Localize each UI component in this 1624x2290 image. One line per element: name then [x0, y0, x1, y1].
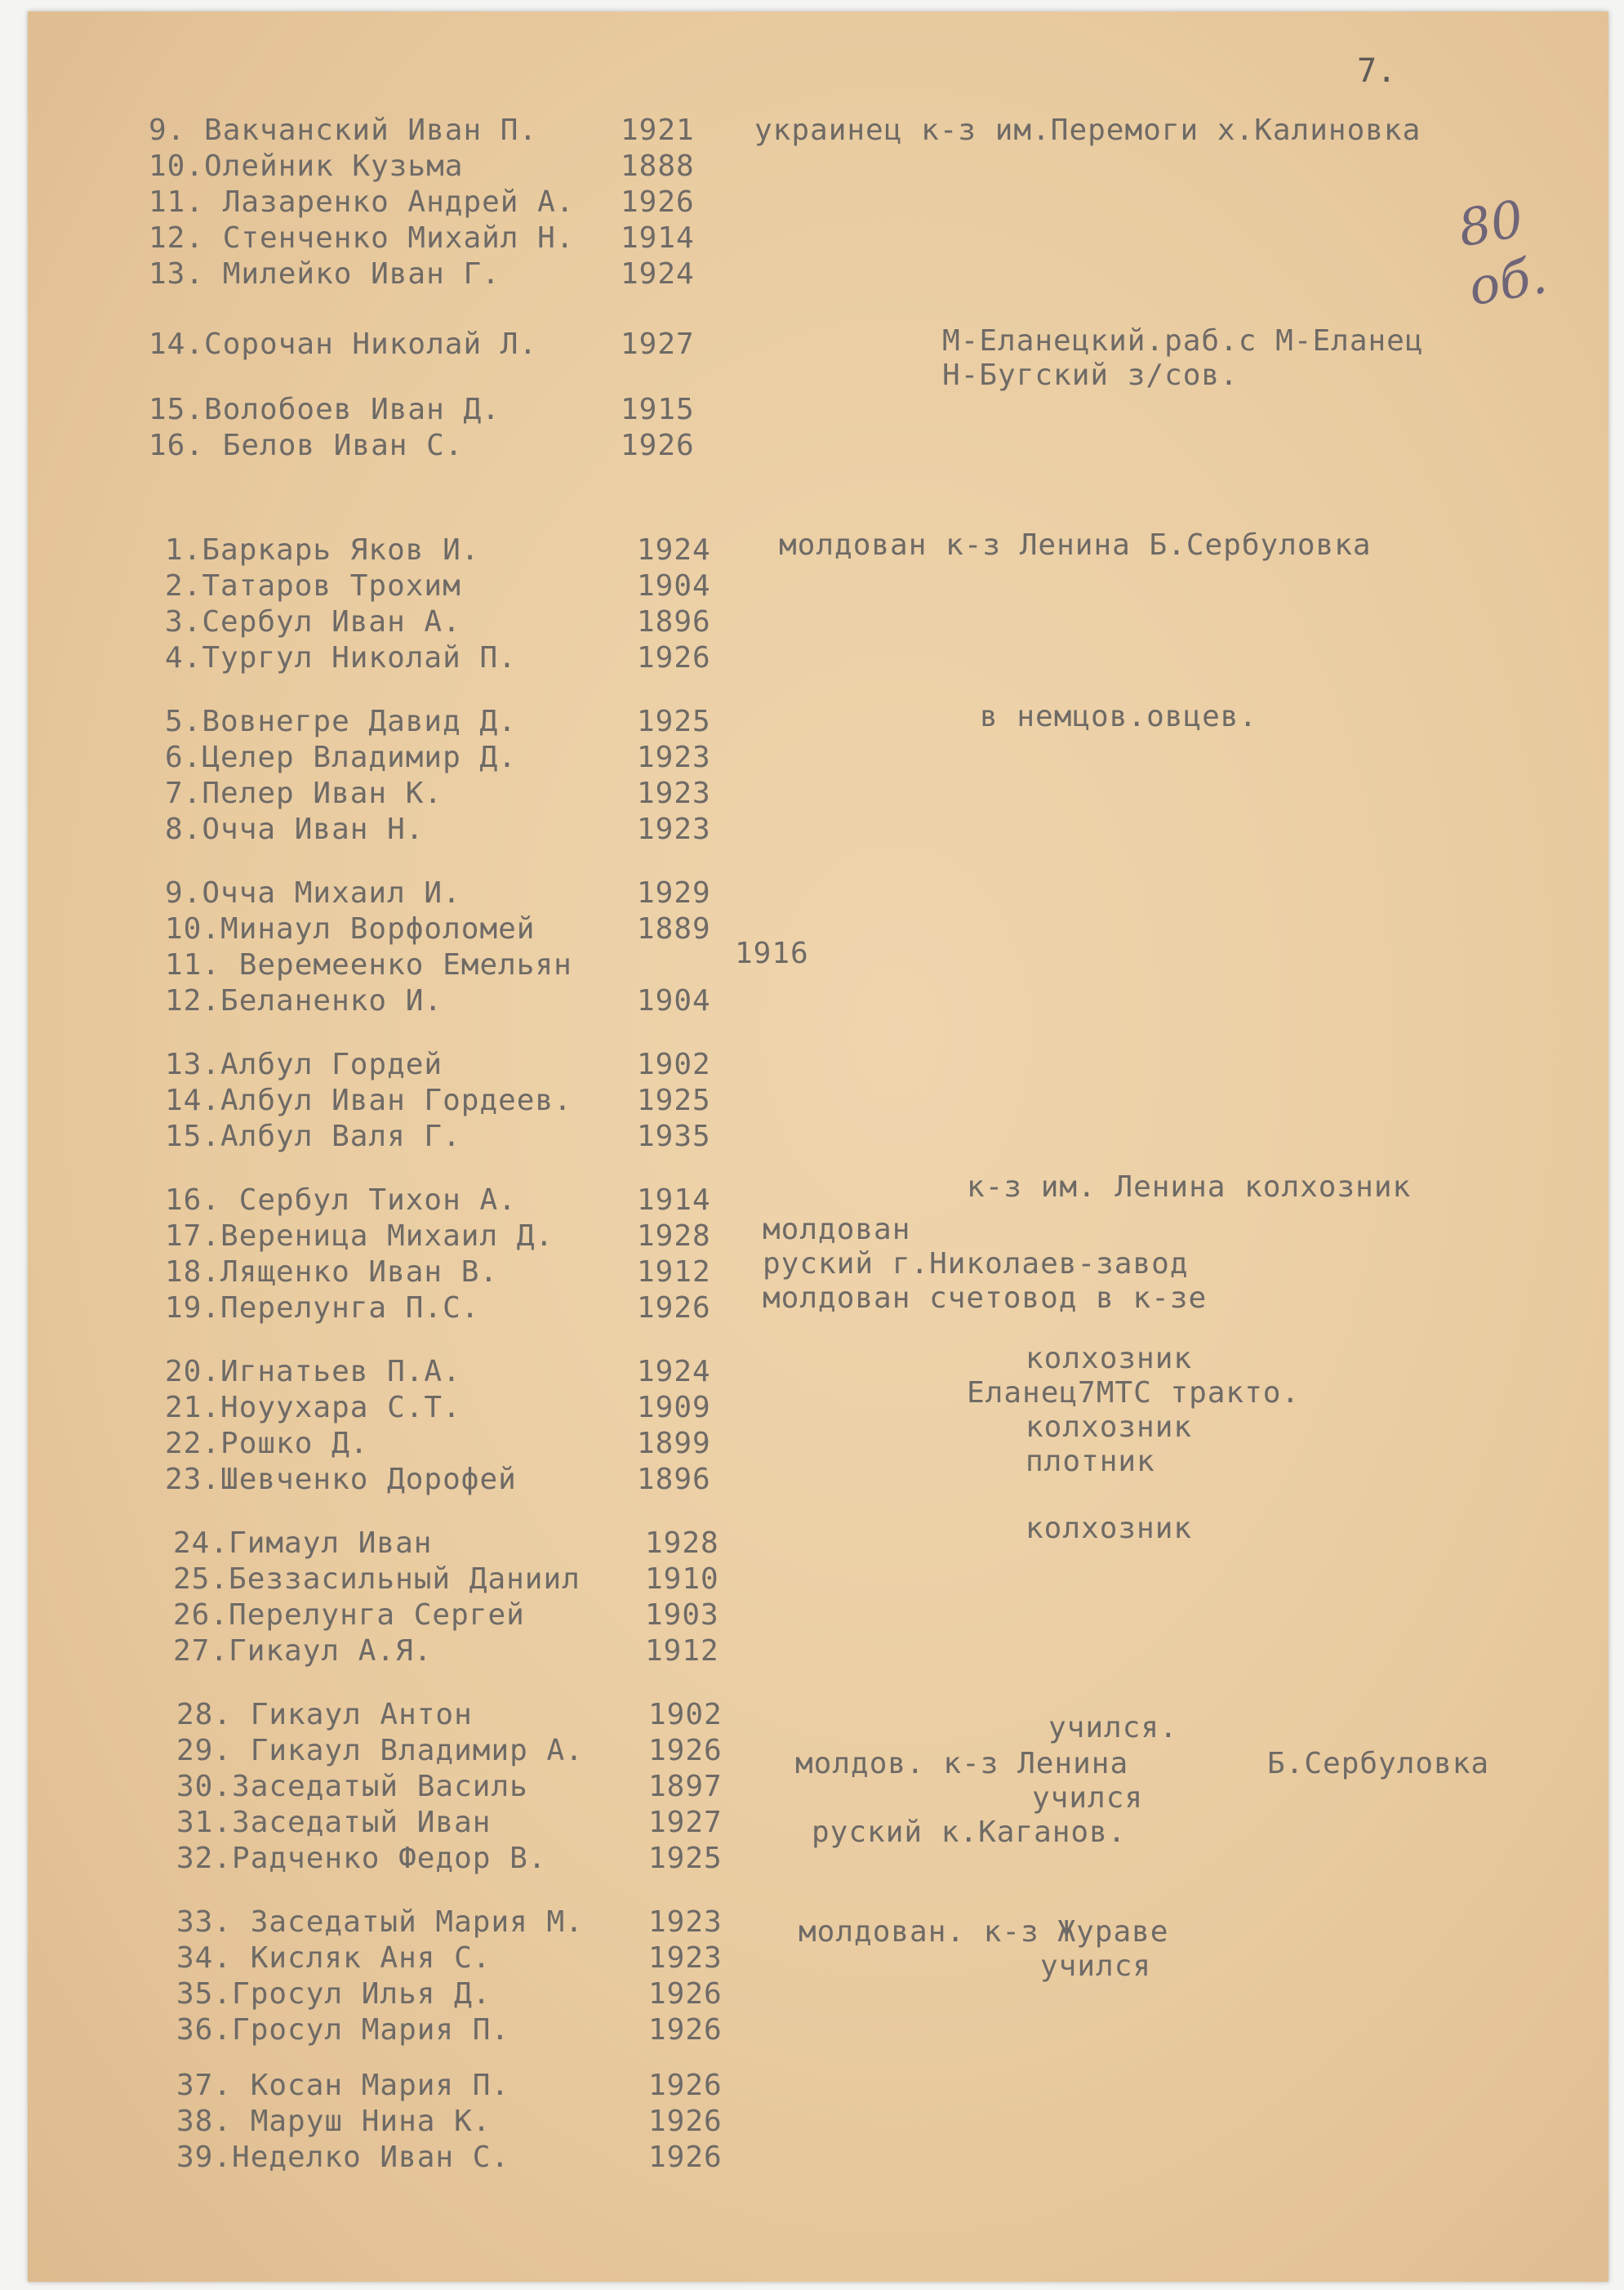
entry-name: 12. Стенченко Михайл Н. [149, 221, 575, 255]
note-text: руский г.Николаев-завод [763, 1247, 1189, 1281]
note-text: молдован. к-з Жураве [799, 1915, 1169, 1949]
entry-year: 1927 [621, 327, 695, 361]
entry-name: 30.Заседатый Василь [176, 1770, 528, 1803]
entry-name: 9.Очча Михаил И. [165, 876, 461, 910]
entry-name: 31.Заседатый Иван [176, 1806, 492, 1839]
entry-year: 1924 [637, 533, 711, 567]
entry-name: 3.Сербул Иван А. [165, 605, 461, 639]
note-text: учился. [1048, 1711, 1178, 1744]
note-text: молдован счетовод в к-зе [763, 1281, 1208, 1315]
entry-year: 1926 [648, 1734, 723, 1767]
entry-name: 28. Гикаул Антон [176, 1698, 473, 1731]
entry-name: 35.Гросул Илья Д. [176, 1977, 492, 2011]
entry-name: 14.Сорочан Николай Л. [149, 327, 538, 361]
entry-name: 25.Беззасильный Даниил [173, 1562, 581, 1596]
entry-name: 33. Заседатый Мария М. [176, 1905, 584, 1939]
entry-year: 1902 [648, 1698, 723, 1731]
entry-name: 15.Волобоев Иван Д. [149, 393, 501, 426]
entry-year: 1923 [637, 813, 711, 846]
document-page [28, 11, 1608, 2282]
entry-name: 18.Лященко Иван В. [165, 1255, 499, 1289]
entry-year: 1928 [645, 1526, 719, 1560]
entry-year: 1928 [637, 1219, 711, 1253]
note-text: Н-Бугский з/сов. [942, 359, 1239, 392]
entry-name: 16. Сербул Тихон А. [165, 1183, 517, 1217]
entry-name: 15.Албул Валя Г. [165, 1120, 461, 1153]
entry-name: 10.Олейник Кузьма [149, 149, 464, 183]
entry-year: 1914 [637, 1183, 711, 1217]
entry-name: 13. Милейко Иван Г. [149, 257, 501, 291]
entry-year: 1903 [645, 1598, 719, 1632]
entry-name: 24.Гимаул Иван [173, 1526, 433, 1560]
note-text: руский к.Каганов. [812, 1816, 1127, 1849]
entry-name: 5.Вовнегре Давид Д. [165, 705, 517, 738]
entry-year: 1926 [637, 641, 711, 675]
entry-year: 1935 [637, 1120, 711, 1153]
note-text: Б.Сербуловка [1267, 1747, 1490, 1780]
entry-name: 6.Целер Владимир Д. [165, 741, 517, 774]
note-text: украинец к-з им.Перемоги х.Калиновка [754, 114, 1422, 147]
entry-year: 1924 [621, 257, 695, 291]
entry-year: 1912 [637, 1255, 711, 1289]
note-text: колхозник [1026, 1410, 1193, 1444]
entry-year: 1904 [637, 984, 711, 1018]
entry-year: 1926 [621, 185, 695, 219]
entry-name: 13.Албул Гордей [165, 1048, 443, 1081]
note-text: молдов. к-з Ленина [795, 1747, 1129, 1780]
entry-name: 4.Тургул Николай П. [165, 641, 517, 675]
entry-name: 7.Пелер Иван К. [165, 777, 443, 810]
note-text: учился [1040, 1949, 1152, 1983]
entry-name: 32.Радченко Федор В. [176, 1842, 547, 1875]
entry-year: 1904 [637, 569, 711, 603]
entry-year: 1929 [637, 876, 711, 910]
note-text: молдован [763, 1213, 911, 1246]
page-number: 7. [1357, 52, 1397, 90]
entry-year: 1924 [637, 1355, 711, 1388]
entry-name: 11. Веремеенко Емельян [165, 948, 572, 982]
entry-year: 1925 [648, 1842, 723, 1875]
entry-year: 1926 [621, 429, 695, 462]
entry-year: 1914 [621, 221, 695, 255]
entry-name: 10.Минаул Ворфоломей [165, 912, 536, 946]
entry-year: 1897 [648, 1770, 723, 1803]
entry-year: 1923 [648, 1905, 723, 1939]
entry-year: 1910 [645, 1562, 719, 1596]
entry-name: 22.Рошко Д. [165, 1427, 369, 1460]
entry-year: 1923 [637, 777, 711, 810]
entry-name: 19.Перелунга П.С. [165, 1291, 480, 1325]
entry-name: 37. Косан Мария П. [176, 2069, 510, 2102]
entry-name: 23.Шевченко Дорофей [165, 1463, 517, 1496]
entry-year: 1926 [648, 2141, 723, 2174]
note-text: плотник [1026, 1445, 1155, 1478]
entry-name: 21.Ноуухара С.Т. [165, 1391, 461, 1424]
entry-name: 2.Татаров Трохим [165, 569, 461, 603]
entry-year: 1896 [637, 605, 711, 639]
entry-name: 36.Гросул Мария П. [176, 2013, 510, 2047]
entry-year: 1888 [621, 149, 695, 183]
note-text: в немцов.овцев. [980, 700, 1258, 733]
entry-year: 1926 [648, 1977, 723, 2011]
note-text: колхозник [1026, 1342, 1193, 1375]
entry-name: 20.Игнатьев П.А. [165, 1355, 461, 1388]
entry-year: 1925 [637, 705, 711, 738]
note-text: молдован к-з Ленина Б.Сербуловка [779, 528, 1372, 562]
entry-year: 1912 [645, 1634, 719, 1668]
entry-name: 26.Перелунга Сергей [173, 1598, 525, 1632]
entry-name: 9. Вакчанский Иван П. [149, 114, 538, 147]
entry-year: 1926 [637, 1291, 711, 1325]
entry-year: 1921 [621, 114, 695, 147]
entry-name: 1.Баркарь Яков И. [165, 533, 480, 567]
entry-year: 1925 [637, 1084, 711, 1117]
entry-year: 1902 [637, 1048, 711, 1081]
entry-name: 17.Вереница Михаил Д. [165, 1219, 554, 1253]
entry-year: 1916 [735, 937, 809, 970]
entry-year: 1927 [648, 1806, 723, 1839]
entry-name: 16. Белов Иван С. [149, 429, 464, 462]
note-text: колхозник [1026, 1512, 1193, 1545]
handwritten-note: 80 об. [1453, 188, 1551, 318]
entry-name: 39.Неделко Иван С. [176, 2141, 510, 2174]
entry-year: 1926 [648, 2105, 723, 2138]
entry-year: 1926 [648, 2013, 723, 2047]
entry-name: 12.Беланенко И. [165, 984, 443, 1018]
entry-year: 1923 [637, 741, 711, 774]
entry-name: 29. Гикаул Владимир А. [176, 1734, 584, 1767]
entry-name: 14.Албул Иван Гордеев. [165, 1084, 572, 1117]
entry-year: 1926 [648, 2069, 723, 2102]
entry-year: 1889 [637, 912, 711, 946]
entry-name: 34. Кисляк Аня С. [176, 1941, 492, 1975]
entry-year: 1915 [621, 393, 695, 426]
entry-name: 38. Маруш Нина К. [176, 2105, 492, 2138]
entry-name: 11. Лазаренко Андрей А. [149, 185, 575, 219]
note-text: учился [1032, 1781, 1144, 1815]
entry-name: 27.Гикаул А.Я. [173, 1634, 433, 1668]
entry-year: 1909 [637, 1391, 711, 1424]
entry-name: 8.Очча Иван Н. [165, 813, 425, 846]
entry-year: 1896 [637, 1463, 711, 1496]
entry-year: 1923 [648, 1941, 723, 1975]
note-text: к-з им. Ленина колхозник [967, 1170, 1412, 1204]
note-text: М-Еланецкий.раб.с М-Еланец [942, 324, 1424, 358]
entry-year: 1899 [637, 1427, 711, 1460]
note-text: Еланец7МТС тракто. [967, 1376, 1301, 1410]
